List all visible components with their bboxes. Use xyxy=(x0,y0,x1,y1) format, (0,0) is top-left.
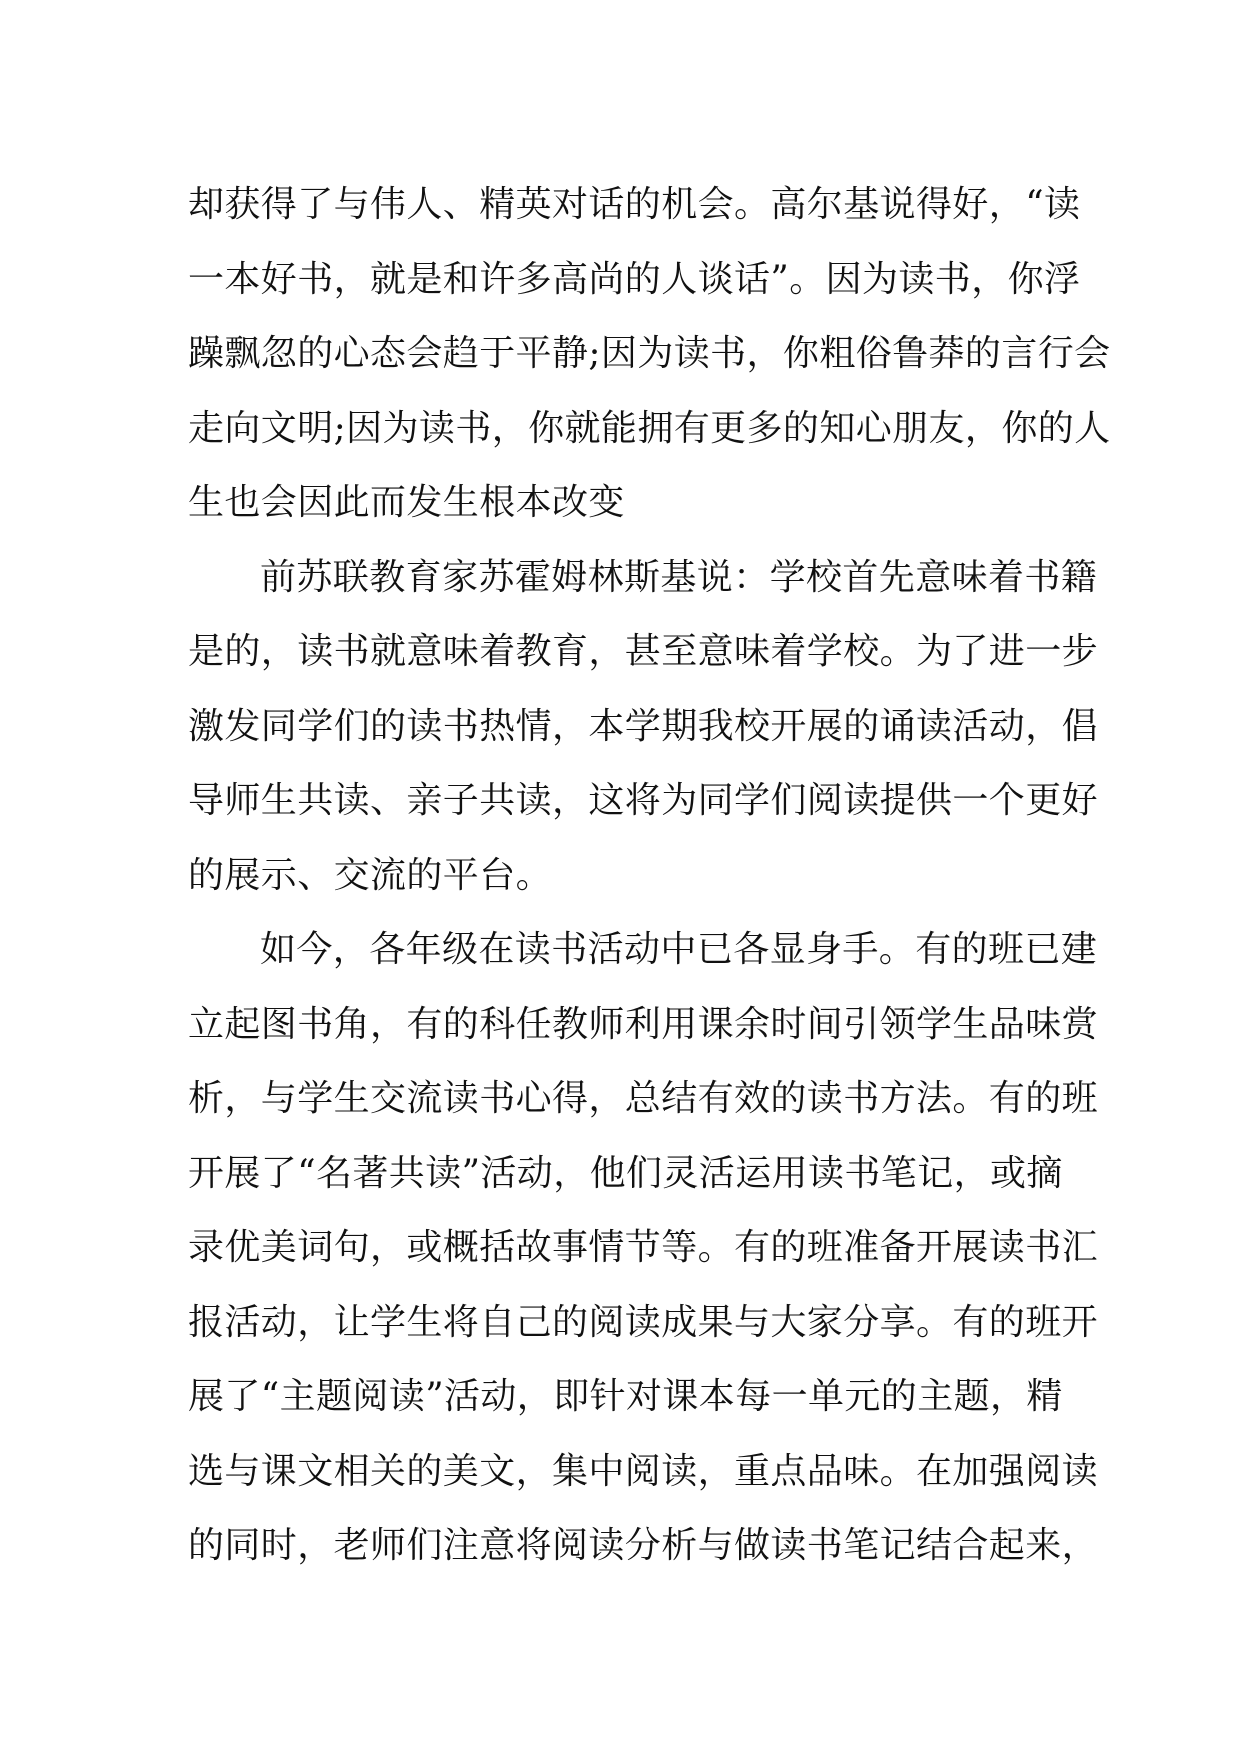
text-line: 报活动，让学生将自己的阅读成果与大家分享。有的班开 xyxy=(188,1301,1099,1343)
text-line: 的同时，老师们注意将阅读分析与做读书笔记结合起来， xyxy=(188,1525,1099,1566)
text-line: 选与课文相关的美文，集中阅读，重点品味。在加强阅读 xyxy=(188,1450,1099,1492)
text-line: 躁飘忽的心态会趋于平静;因为读书，你粗俗鲁莽的言行会 xyxy=(188,333,1111,374)
text-line: 一本好书，就是和许多高尚的人谈话”。因为读书，你浮 xyxy=(188,258,1081,300)
text-line: 开展了“名著共读”活动，他们灵活运用读书笔记，或摘 xyxy=(188,1152,1063,1194)
text-line: 析，与学生交流读书心得，总结有效的读书方法。有的班 xyxy=(188,1078,1099,1119)
text-line: 录优美词句，或概括故事情节等。有的班准备开展读书汇 xyxy=(188,1227,1099,1268)
body-text xyxy=(188,168,1111,1584)
text-line: 却获得了与伟人、精英对话的机会。高尔基说得好，“读 xyxy=(188,184,1081,225)
text-line: 走向文明;因为读书，你就能拥有更多的知心朋友，你的人 xyxy=(188,407,1111,449)
text-line: 导师生共读、亲子共读，这将为同学们阅读提供一个更好 xyxy=(188,780,1099,821)
text-line: 生也会因此而发生根本改变 xyxy=(188,482,625,523)
text-line: 激发同学们的读书热情，本学期我校开展的诵读活动，倡 xyxy=(188,705,1099,747)
text-line: 展了“主题阅读”活动，即针对课本每一单元的主题，精 xyxy=(188,1376,1063,1417)
text-line: 立起图书角，有的科任教师利用课余时间引领学生品味赏 xyxy=(188,1003,1099,1045)
text-line: 的展示、交流的平台。 xyxy=(188,854,553,896)
text-line: 是的，读书就意味着教育，甚至意味着学校。为了进一步 xyxy=(188,631,1099,672)
text-line: 前苏联教育家苏霍姆林斯基说：学校首先意味着书籍 xyxy=(260,556,1098,598)
text-line: 如今，各年级在读书活动中已各显身手。有的班已建 xyxy=(260,929,1098,970)
